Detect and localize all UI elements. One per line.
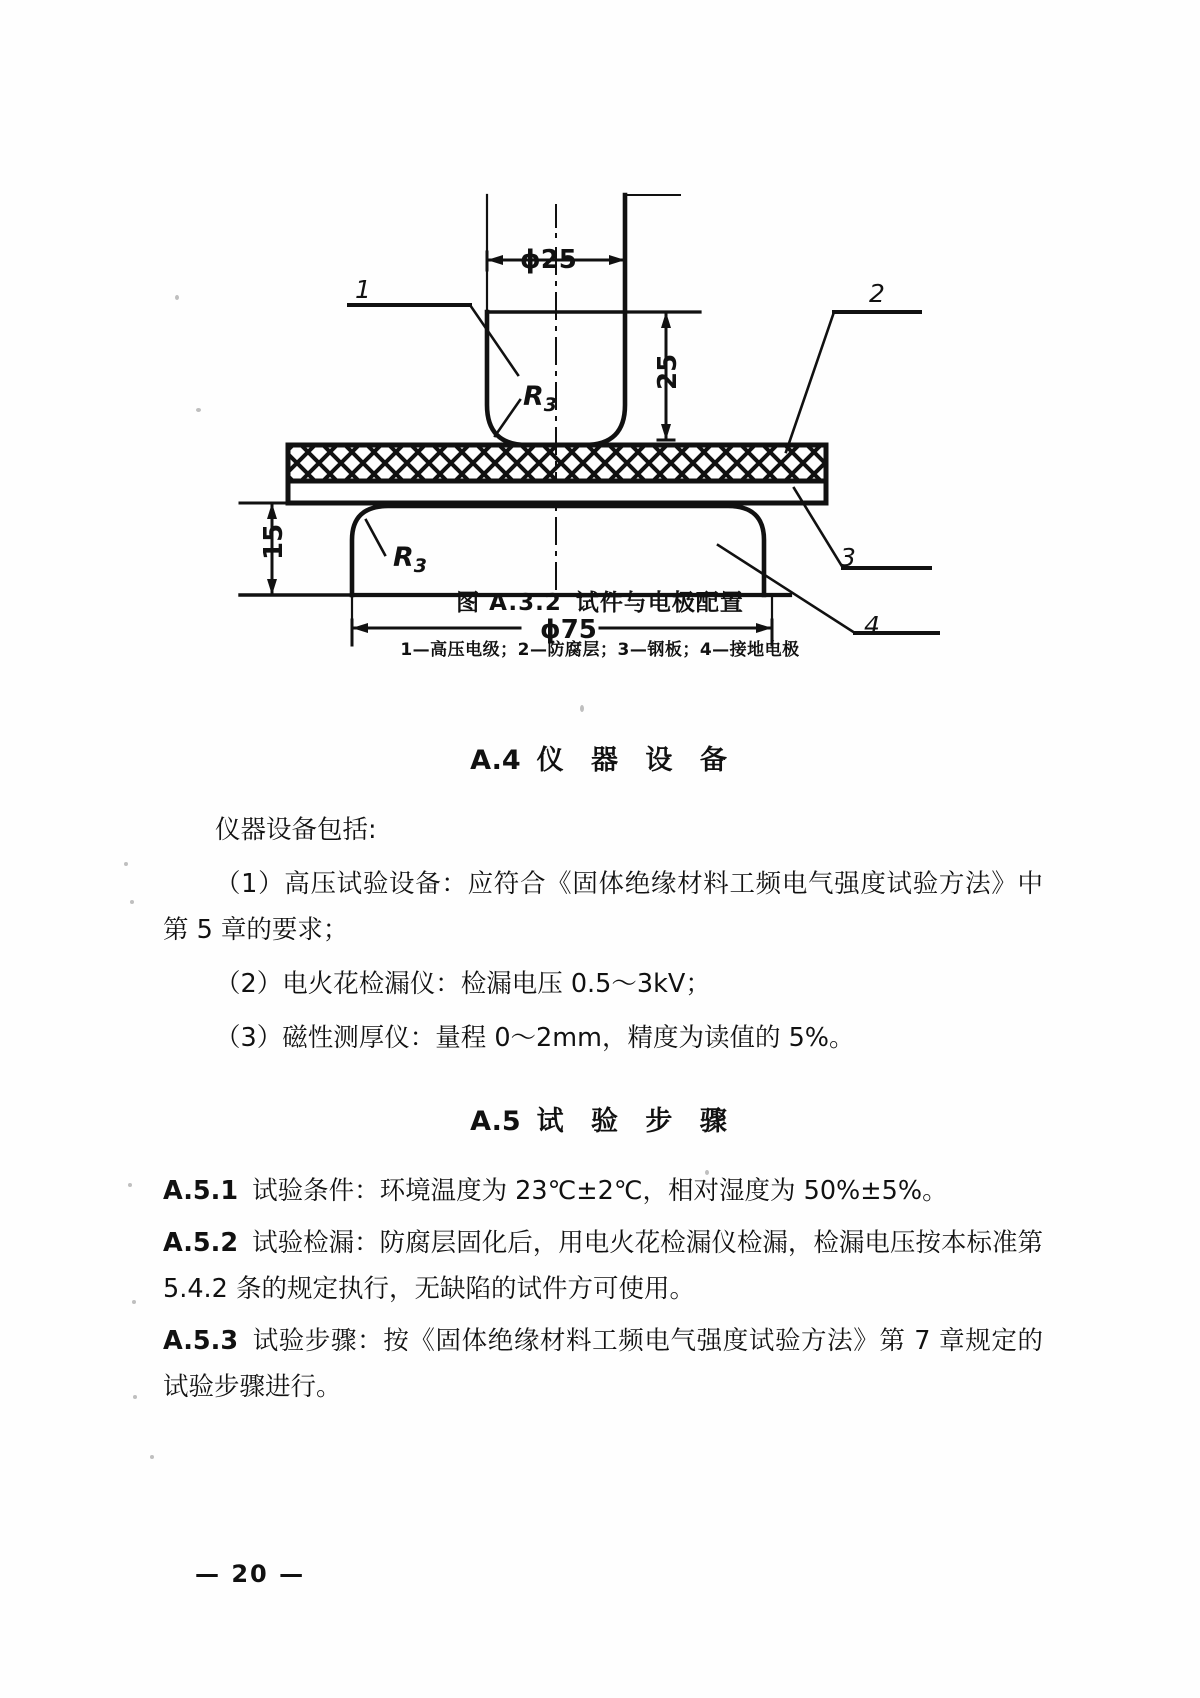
- scan-speck: [705, 1170, 709, 1175]
- a4-intro-paragraph: 仪器设备包括:: [215, 815, 377, 845]
- section-a4-title: 仪 器 设 备: [536, 745, 736, 776]
- section-a5-number: A.5: [470, 1106, 521, 1137]
- callout-label-1: 1: [355, 275, 371, 304]
- clause-a51: [163, 1168, 1043, 1214]
- figure-a32: [0, 100, 1200, 660]
- clause-a51-number: A.5.1: [163, 1176, 239, 1206]
- dimension-phi25: ϕ25: [520, 245, 577, 275]
- figure-legend: 1—高压电级；2—防腐层；3—钢板；4—接地电极: [400, 640, 800, 660]
- clause-a52: [163, 1220, 1043, 1312]
- a4-item-2: （2）电火花检漏仪：检漏电压 0.5～3kV；: [215, 969, 711, 999]
- clause-a53-number: A.5.3: [163, 1326, 239, 1356]
- clause-a53: [163, 1318, 1043, 1410]
- callout-label-2: 2: [869, 279, 885, 308]
- figure-caption: [0, 584, 1200, 617]
- section-heading-a4: [163, 738, 1043, 777]
- clause-a53-text: 试验步骤：按《固体绝缘材料工频电气强度试验方法》第 7 章规定的试验步骤进行。: [163, 1326, 1043, 1402]
- scan-speck: [580, 705, 584, 712]
- callout-label-3: 3: [840, 543, 856, 572]
- dimension-radius-top: $R_3$: [523, 381, 558, 416]
- section-heading-a5: [163, 1099, 1043, 1138]
- scan-speck: [133, 1395, 137, 1399]
- clause-a52-text: 试验检漏：防腐层固化后，用电火花检漏仪检漏，检漏电压按本标准第 5.4.2 条的规定执行，无缺陷的试件方可使用。: [163, 1228, 1043, 1304]
- dimension-height-15: 15: [259, 523, 289, 560]
- callout-label-4: 4: [864, 611, 880, 640]
- document-body: [163, 700, 1043, 1416]
- scan-speck: [196, 408, 201, 412]
- clause-a51-text: 试验条件：环境温度为 23℃±2℃，相对湿度为 50%±5%。: [252, 1176, 948, 1206]
- page-number: — 20 —: [195, 1560, 306, 1588]
- section-a4-number: A.4: [470, 745, 521, 776]
- scan-speck: [132, 1300, 136, 1304]
- scan-speck: [130, 900, 134, 904]
- dimension-phi75: ϕ75: [540, 615, 597, 645]
- dimension-height-25: 25: [653, 353, 683, 390]
- scan-speck: [175, 295, 179, 300]
- dimension-radius-bottom: $R_3$: [393, 542, 428, 577]
- a4-item-3: （3）磁性测厚仪：量程 0～2mm，精度为读值的 5%。: [215, 1023, 855, 1053]
- scan-speck: [128, 1183, 132, 1187]
- clause-a52-number: A.5.2: [163, 1228, 239, 1258]
- scan-speck: [150, 1455, 154, 1459]
- section-a5-title: 试 验 步 骤: [536, 1106, 736, 1137]
- figure-caption-title: 试件与电极配置: [575, 590, 744, 616]
- scan-speck: [124, 862, 128, 866]
- figure-caption-number: 图 A.3.2: [456, 590, 562, 616]
- a4-item-1: （1）高压试验设备：应符合《固体绝缘材料工频电气强度试验方法》中第 5 章的要求；: [163, 869, 1043, 945]
